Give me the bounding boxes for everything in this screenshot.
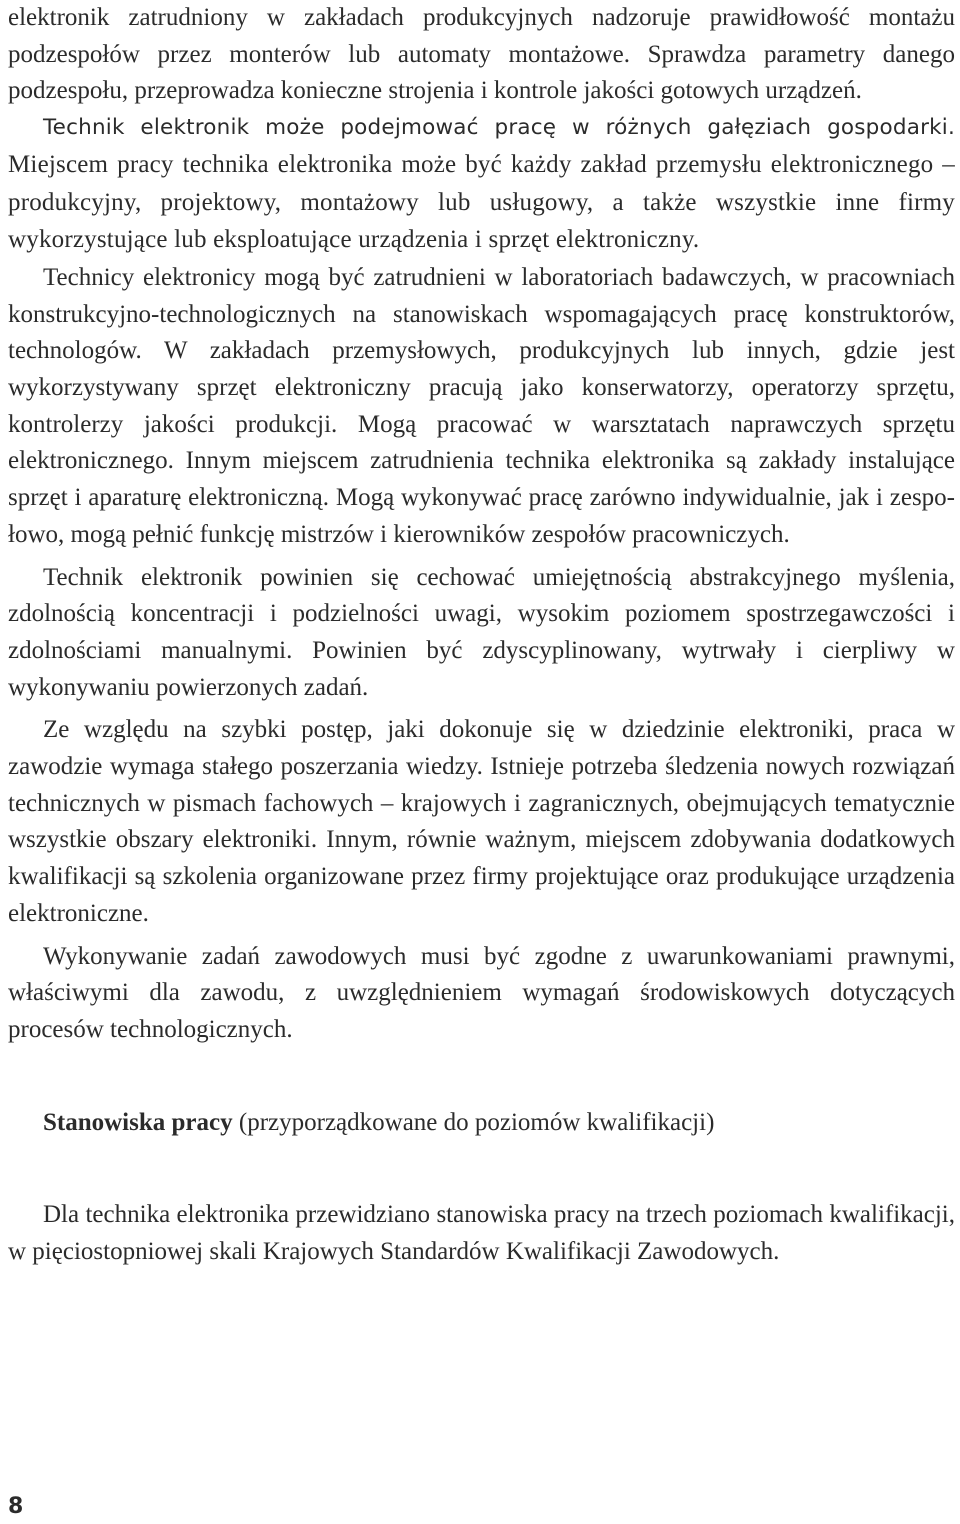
section-heading <box>8 1105 955 1142</box>
page-number: 8 <box>8 1494 24 1519</box>
paragraph-qualification-levels: Dla technika elektronika przewidziano stanowiska pracy na trzech poziomach kwalifikacji, w pięciostopniowej skali Krajowych Standardów Kwalifikacji Zawodowych. <box>8 1201 955 1266</box>
paragraph-progress: Ze względu na szybki postęp, jaki dokonuje się w dziedzinie elektroniki, praca w zawodzie wymaga stałego poszerzania wiedzy. Istnieje potrzeba śledzenia nowych rozwiązań technicznych w pismach fachowych – krajowych i zagranicznych, obejmujących tematycznie wszystkie obszary elektroniki. Innym, równie ważnym, miejscem zdobywania dodatkowych kwalifikacji są szkolenia organizowane przez firmy projektujące oraz produkujące urządzenia elektroniczne. <box>8 716 955 927</box>
paragraph-branches-text: Technik elektronik może podejmować pracę w różnych gałęziach gospodarki. <box>43 115 955 141</box>
paragraph-employment: Technicy elektronicy mogą być zatrudnieni w laboratoriach badawczych, w pracowniach konstrukcyjno-technologicznych na stanowiskach wspomagających pracę konstruktorów, technologów. W zakładach przemysłowych, produkcyjnych lub innych, gdzie jest wykorzystywany sprzęt elektroniczny pracują jako konserwatorzy, operatorzy sprzętu, kontrolerzy jakości produkcji. Mogą pracować w warsztatach naprawczych sprzętu elektronicznego. Innym miejscem zatrudnienia technika elektronika są zakłady instalujące sprzęt i aparaturę elektroniczną. Mogą wykonywać pracę zarówno indywidualnie, jak i zespołowo, mogą pełnić funkcję mistrzów i kierowników zespołów pracowniczych. <box>8 263 955 548</box>
section-heading-rest: (przyporządkowane do poziomów kwalifikacji) <box>232 1108 715 1136</box>
section-heading-bold: Stanowiska pracy <box>43 1108 233 1136</box>
paragraph-branches <box>8 110 955 260</box>
paragraph-legal: Wykonywanie zadań zawodowych musi być zgodne z uwarunkowaniami prawnymi, właściwymi dla zawodu, z uwzględnieniem wymagań środowiskowych dotyczących procesów technologicznych. <box>8 942 955 1043</box>
paragraph-intro: elektronik zatrudniony w zakładach produkcyjnych nadzoruje prawidłowość montażu podzespołów przez monterów lub automaty montażowe. Sprawdza parametry danego podzespołu, przeprowadza konieczne strojenia i kontrole jakości gotowych urządzeń. <box>8 4 955 105</box>
paragraph-workplace-text: Miejscem pracy technika elektronika może być każdy zakład przemysłu elektronicznego – produkcyjny, projektowy, montażowy lub usługowy, a także wszystkie inne firmy wykorzystujące lub eksploatujące urządzenia i sprzęt elektroniczny. <box>8 150 955 254</box>
paragraph-traits: Technik elektronik powinien się cechować umiejętnością abstrakcyjnego myślenia, zdolnością koncentracji i podzielności uwagi, wysokim poziomem spostrzegawczości i zdolnościami manualnymi. Powinien być zdyscyplinowany, wytrwały i cierpliwy w wykonywaniu powierzonych zadań. <box>8 563 955 701</box>
document-page <box>8 0 955 1271</box>
